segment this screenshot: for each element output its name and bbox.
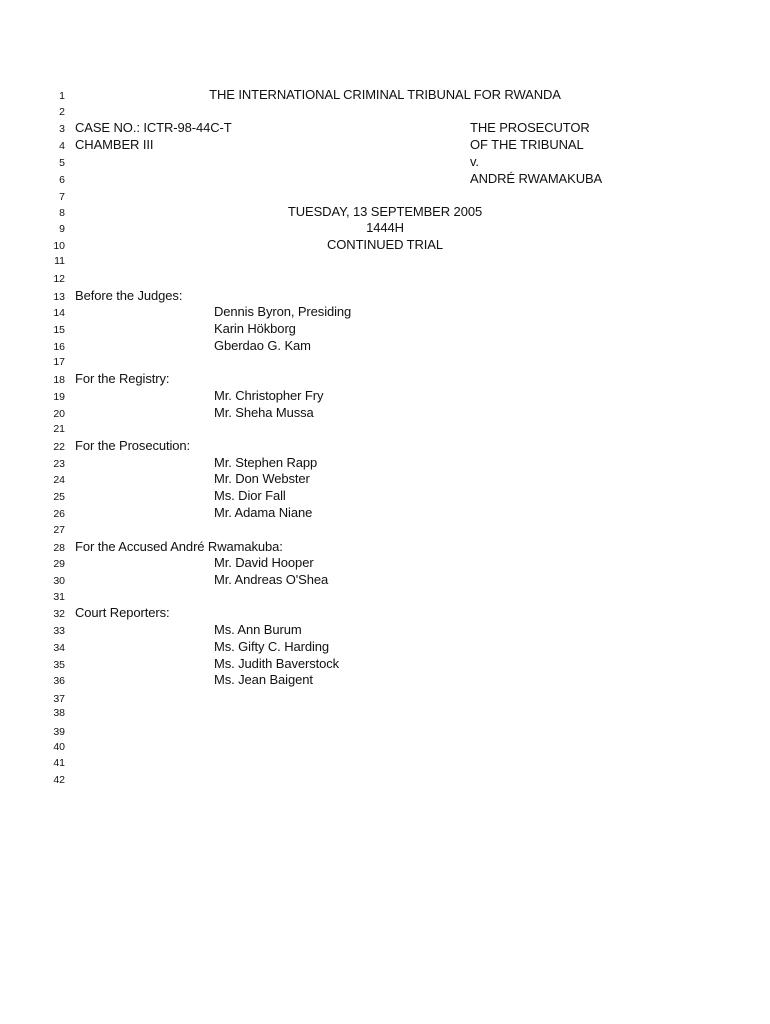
judge-name: Gberdao G. Kam: [214, 338, 311, 353]
line-number: 10: [53, 240, 65, 252]
line-32: [0, 605, 770, 622]
registry-name: Mr. Christopher Fry: [214, 388, 324, 403]
defence-heading: For the Accused André Rwamakuba:: [75, 539, 283, 554]
prosecution-heading: For the Prosecution:: [75, 438, 191, 453]
line-number: 31: [53, 591, 65, 603]
line-15: [0, 321, 770, 338]
line-number: 28: [53, 542, 65, 554]
line-number: 17: [53, 356, 65, 368]
prosecution-name: Mr. Adama Niane: [214, 505, 313, 520]
line-30: [0, 572, 770, 589]
line-number: 2: [59, 106, 65, 118]
prosecution-name: Mr. Don Webster: [214, 471, 310, 486]
line-12: [0, 270, 770, 287]
line-number: 15: [53, 324, 65, 336]
caption-party-1-cont: OF THE TRIBUNAL: [470, 137, 584, 152]
line-number: 42: [53, 774, 65, 786]
reporter-name: Ms. Jean Baigent: [214, 672, 313, 687]
line-number: 1: [59, 90, 65, 102]
line-31: [0, 588, 770, 605]
line-number: 13: [53, 291, 65, 303]
line-number: 18: [53, 374, 65, 386]
line-number: 33: [53, 625, 65, 637]
line-8: [0, 204, 770, 221]
session-type: CONTINUED TRIAL: [327, 237, 443, 252]
line-7: [0, 188, 770, 205]
line-number: 6: [59, 174, 65, 186]
line-4: [0, 137, 770, 154]
line-18: [0, 371, 770, 388]
line-24: [0, 471, 770, 488]
line-number: 29: [53, 558, 65, 570]
case-number: CASE NO.: ICTR-98-44C-T: [75, 120, 232, 135]
line-number: 16: [53, 341, 65, 353]
line-number: 41: [53, 757, 65, 769]
hearing-date: TUESDAY, 13 SEPTEMBER 2005: [287, 204, 483, 219]
line-number: 39: [53, 726, 65, 738]
line-number: 8: [59, 207, 65, 219]
line-23: [0, 455, 770, 472]
caption-versus: v.: [470, 154, 479, 169]
caption-party-2: ANDRÉ RWAMAKUBA: [470, 171, 603, 186]
line-number: 20: [53, 408, 65, 420]
line-36: [0, 672, 770, 689]
line-number: 14: [53, 307, 65, 319]
line-2: [0, 103, 770, 120]
chamber: CHAMBER III: [75, 137, 154, 152]
line-number: 19: [53, 391, 65, 403]
line-5: [0, 154, 770, 171]
line-number: 24: [53, 474, 65, 486]
reporter-name: Ms. Ann Burum: [214, 622, 302, 637]
registry-heading: For the Registry:: [75, 371, 170, 386]
line-number: 11: [54, 255, 65, 267]
line-9: [0, 220, 770, 237]
hearing-time: 1444H: [366, 220, 404, 235]
line-34: [0, 639, 770, 656]
caption-party-1: THE PROSECUTOR: [470, 120, 590, 135]
line-number: 40: [53, 741, 65, 753]
line-number: 35: [53, 659, 65, 671]
line-19: [0, 388, 770, 405]
line-number: 4: [59, 140, 65, 152]
judges-heading: Before the Judges:: [75, 288, 183, 303]
line-38: [0, 704, 770, 721]
line-number: 26: [53, 508, 65, 520]
prosecution-name: Ms. Dior Fall: [214, 488, 286, 503]
line-number: 38: [53, 707, 65, 719]
line-number: 21: [53, 423, 65, 435]
defence-name: Mr. David Hooper: [214, 555, 314, 570]
judge-name: Dennis Byron, Presiding: [214, 304, 352, 319]
line-25: [0, 488, 770, 505]
line-33: [0, 622, 770, 639]
line-40: [0, 738, 770, 755]
line-number: 36: [53, 675, 65, 687]
reporter-name: Ms. Judith Baverstock: [214, 656, 340, 671]
line-14: [0, 304, 770, 321]
line-number: 32: [53, 608, 65, 620]
line-17: [0, 353, 770, 370]
line-21: [0, 420, 770, 437]
line-6: [0, 171, 770, 188]
line-1: [0, 87, 770, 104]
line-28: [0, 539, 770, 556]
tribunal-title: THE INTERNATIONAL CRIMINAL TRIBUNAL FOR RWANDA: [209, 87, 561, 102]
line-number: 3: [59, 123, 65, 135]
line-number: 9: [59, 223, 65, 235]
line-13: [0, 288, 770, 305]
line-number: 25: [53, 491, 65, 503]
line-26: [0, 505, 770, 522]
registry-name: Mr. Sheha Mussa: [214, 405, 314, 420]
line-number: 27: [53, 524, 65, 536]
line-42: [0, 771, 770, 788]
line-number: 7: [59, 191, 65, 203]
defence-name: Mr. Andreas O'Shea: [214, 572, 329, 587]
line-number: 12: [53, 273, 65, 285]
line-number: 34: [53, 642, 65, 654]
line-number: 30: [53, 575, 65, 587]
line-number: 23: [53, 458, 65, 470]
line-29: [0, 555, 770, 572]
reporter-name: Ms. Gifty C. Harding: [214, 639, 330, 654]
line-number: 22: [53, 441, 65, 453]
line-41: [0, 754, 770, 771]
line-27: [0, 521, 770, 538]
reporters-heading: Court Reporters:: [75, 605, 170, 620]
line-number: 5: [59, 157, 65, 169]
line-number: 37: [53, 693, 65, 705]
line-3: [0, 120, 770, 137]
prosecution-name: Mr. Stephen Rapp: [214, 455, 318, 470]
judge-name: Karin Hökborg: [214, 321, 296, 336]
line-11: [0, 252, 770, 269]
line-35: [0, 656, 770, 673]
line-22: [0, 438, 770, 455]
